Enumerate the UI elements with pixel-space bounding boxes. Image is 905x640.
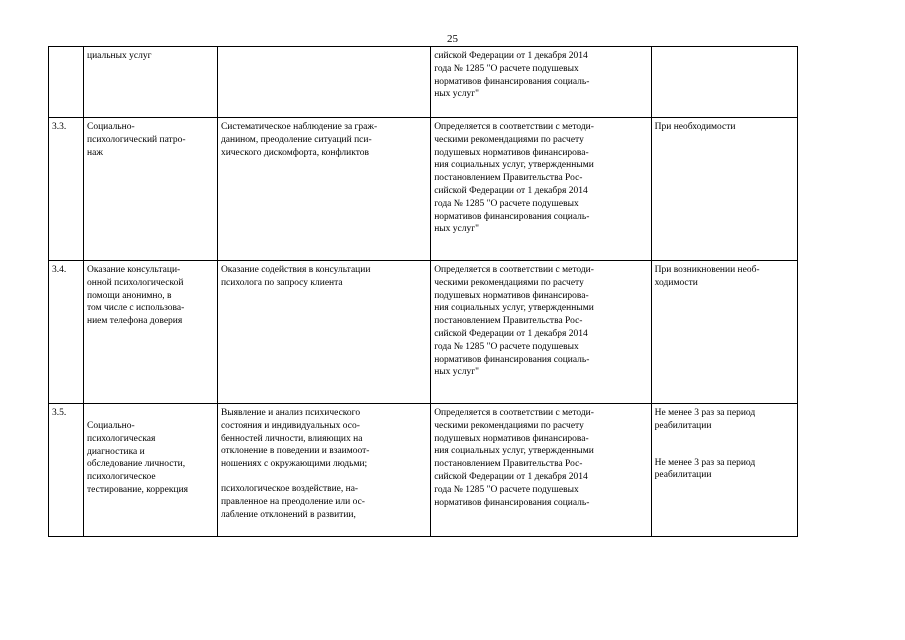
service-description: Систематическое наблюдение за граж- данином, преодоление ситуаций пси- хического дискомфорта, конфликтов [217,118,430,261]
service-name: Оказание консультаци- онной психологической помощи анонимно, в том числе с использова- нием телефона доверия [84,261,218,404]
row-number: 3.5. [49,404,84,537]
row-number: 3.3. [49,118,84,261]
service-term [651,47,797,118]
paragraph-gap [221,471,427,483]
row-number [49,47,84,118]
service-cost-rule: сийской Федерации от 1 декабря 2014 года № 1285 "О расчете подушевых нормативов финансирования социаль- ных услуг" [431,47,651,118]
table-row [49,261,798,404]
service-name: Социально- психологическая диагностика и обследование личности, психологическое тестирование, коррекция [84,404,218,537]
service-description [217,47,430,118]
term-part-1: Не менее 3 раз за период реабилитации [654,408,756,431]
term-part-2: Не менее 3 раз за период реабилитации [654,457,756,481]
table-row [49,47,798,118]
paragraph-gap [655,433,794,457]
service-cost-rule: Определяется в соответствии с методи- ческими рекомендациями по расчету подушевых нормативов финансирова- ния социальных услуг, утвержденными постановлением Правительства Рос- сийской Федерации от 1 декабря 2014 года № 1285 "О расчете подушевых нормативов финансирования социаль- ных услуг" [431,118,651,261]
service-name: Социально- психологический патро- наж [84,118,218,261]
service-description [217,404,430,537]
row-number: 3.4. [49,261,84,404]
service-cost-rule: Определяется в соответствии с методи- ческими рекомендациями по расчету подушевых нормативов финансирова- ния социальных услуг, утвержденными постановлением Правительства Рос- сийской Федерации от 1 декабря 2014 года № 1285 "О расчете подушевых нормативов финансирования социаль- [431,404,651,537]
service-cost-rule: Определяется в соответствии с методи- ческими рекомендациями по расчету подушевых нормативов финансирова- ния социальных услуг, утвержденными постановлением Правительства Рос- сийской Федерации от 1 декабря 2014 года № 1285 "О расчете подушевых нормативов финансирования социаль- ных услуг" [431,261,651,404]
table-row [49,404,798,537]
service-description: Оказание содействия в консультации психолога по запросу клиента [217,261,430,404]
service-name: циальных услуг [84,47,218,118]
service-term: При возникновении необ- ходимости [651,261,797,404]
description-part-1: Выявление и анализ психического состояния и индивидуальных осо- бенностей личности, влияющих на отклонение в поведении и взаимоот- ношениях с окружающими людьми; [220,408,370,470]
services-table [48,46,798,537]
service-term: При необходимости [651,118,797,261]
service-term [651,404,797,537]
table-row [49,118,798,261]
description-part-2: психологическое воздействие, на- правленное на преодоление или ос- лабление отклонений в развитии, [220,483,365,520]
page-number: 25 [447,33,458,45]
